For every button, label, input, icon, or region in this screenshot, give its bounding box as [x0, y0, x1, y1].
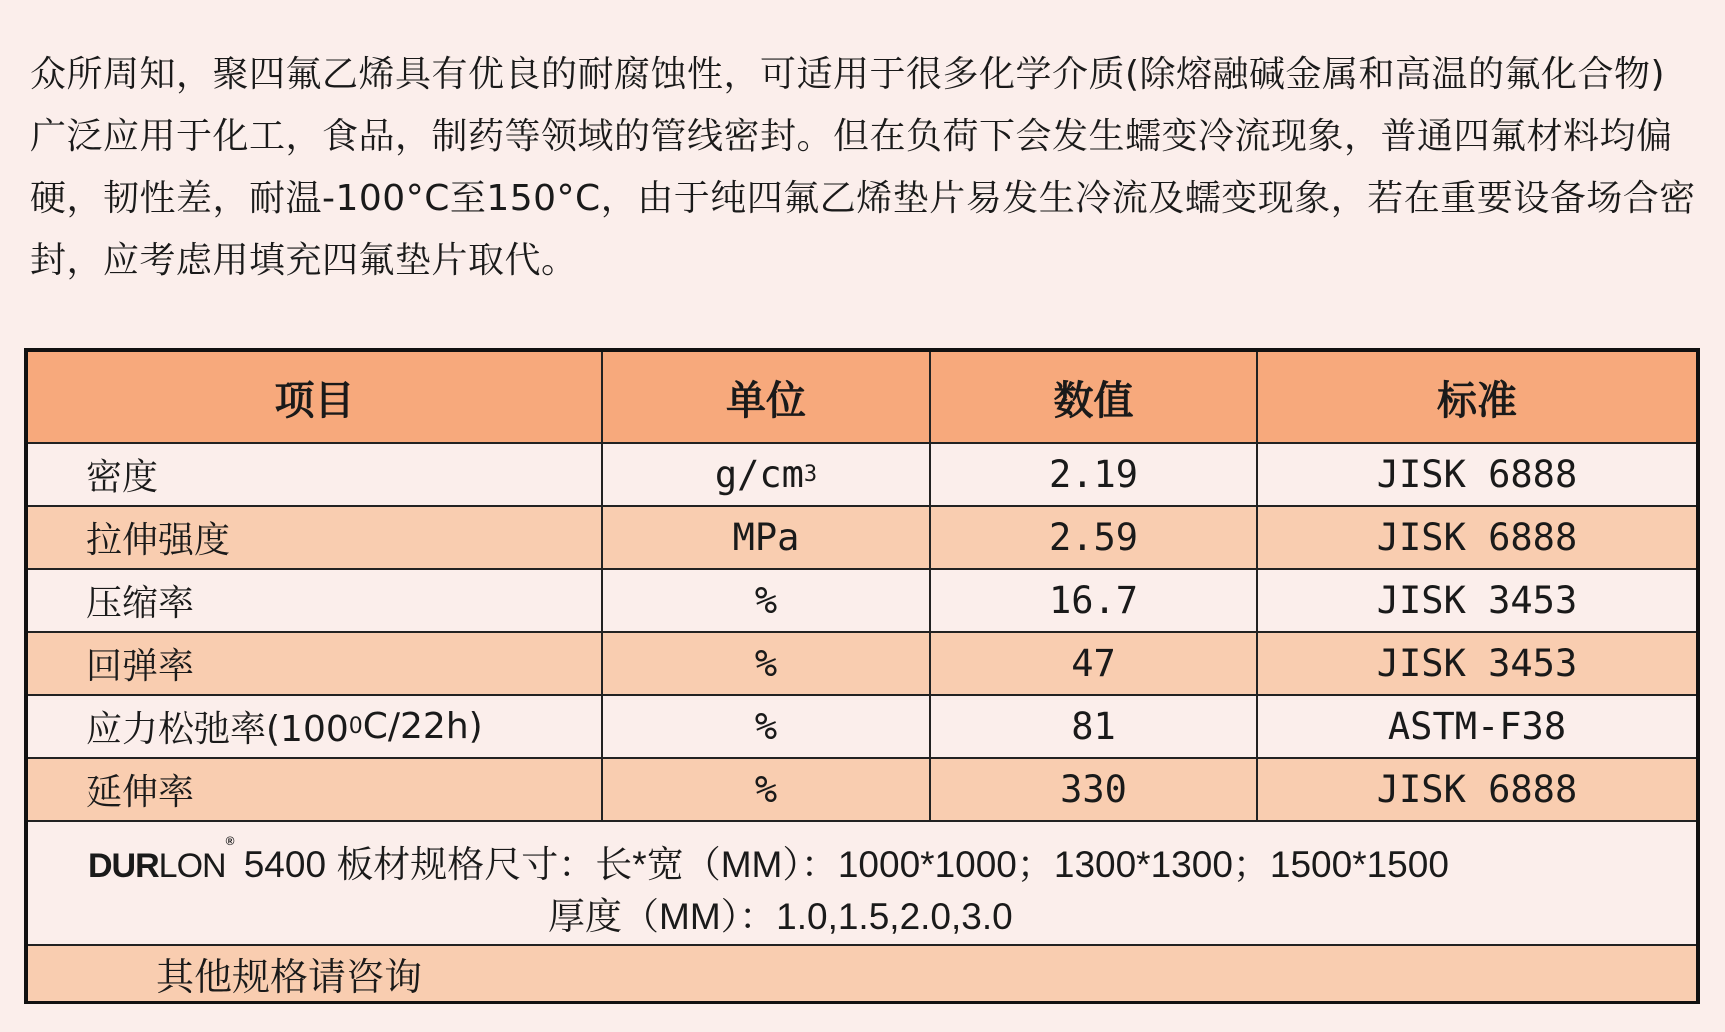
row-density-item: 密度 — [28, 444, 603, 507]
spec-sizes-line — [88, 834, 1449, 888]
row-relaxation-item: 应力松弛率(100 0 C/22h) — [28, 696, 603, 759]
row-elongation-unit: % — [603, 759, 931, 822]
header-unit: 单位 — [603, 352, 931, 444]
row-elongation-item: 延伸率 — [28, 759, 603, 822]
row-compression-item: 压缩率 — [28, 570, 603, 633]
row-recovery-standard: JISK 3453 — [1258, 633, 1696, 696]
properties-table — [24, 348, 1700, 1004]
row-density-unit: g/cm 3 — [603, 444, 931, 507]
row-tensile-unit: MPa — [603, 507, 931, 570]
registered-mark: ® — [225, 834, 234, 848]
row-density-standard: JISK 6888 — [1258, 444, 1696, 507]
brand-thin: LON — [158, 847, 226, 885]
spec-row — [28, 822, 1696, 946]
row-relaxation-standard: ASTM-F38 — [1258, 696, 1696, 759]
model-number: 5400 — [243, 844, 327, 885]
row-tensile-value: 2.59 — [931, 507, 1258, 570]
thickness-text: 厚度（MM）：1.0,1.5,2.0,3.0 — [548, 896, 1013, 937]
brand-bold: DUR — [88, 847, 159, 885]
brand-logo — [88, 834, 234, 885]
unit-base: g/cm — [714, 453, 804, 496]
row-elongation-standard: JISK 6888 — [1258, 759, 1696, 822]
row-recovery-item: 回弹率 — [28, 633, 603, 696]
row-density-value: 2.19 — [931, 444, 1258, 507]
row-recovery-value: 47 — [931, 633, 1258, 696]
header-standard: 标准 — [1258, 352, 1696, 444]
header-value: 数值 — [931, 352, 1258, 444]
item-text-pre: 应力松弛率(100 — [86, 709, 349, 750]
header-item: 项目 — [28, 352, 603, 444]
sizes-text: 板材规格尺寸：长*宽（MM）：1000*1000；1300*1300；1500*1500 — [336, 844, 1449, 885]
footer-note: 其他规格请咨询 — [28, 946, 1696, 1001]
row-relaxation-unit: % — [603, 696, 931, 759]
row-tensile-item: 拉伸强度 — [28, 507, 603, 570]
row-tensile-standard: JISK 6888 — [1258, 507, 1696, 570]
row-elongation-value: 330 — [931, 759, 1258, 822]
intro-paragraph: 众所周知，聚四氟乙烯具有优良的耐腐蚀性，可适用于很多化学介质(除熔融碱金属和高温的氟化合物)广泛应用于化工，食品，制药等领域的管线密封。但在负荷下会发生蠕变冷流现象，普通四氟材料均偏硬，韧性差，耐温-100°C至150°C，由于纯四氟乙烯垫片易发生冷流及蠕变现象，若在重要设备场合密封，应考虑用填充四氟垫片取代。 — [30, 54, 1696, 281]
row-recovery-unit: % — [603, 633, 931, 696]
row-compression-standard: JISK 3453 — [1258, 570, 1696, 633]
row-compression-value: 16.7 — [931, 570, 1258, 633]
row-compression-unit: % — [603, 570, 931, 633]
row-relaxation-value: 81 — [931, 696, 1258, 759]
item-text-post: C/22h) — [362, 706, 483, 747]
